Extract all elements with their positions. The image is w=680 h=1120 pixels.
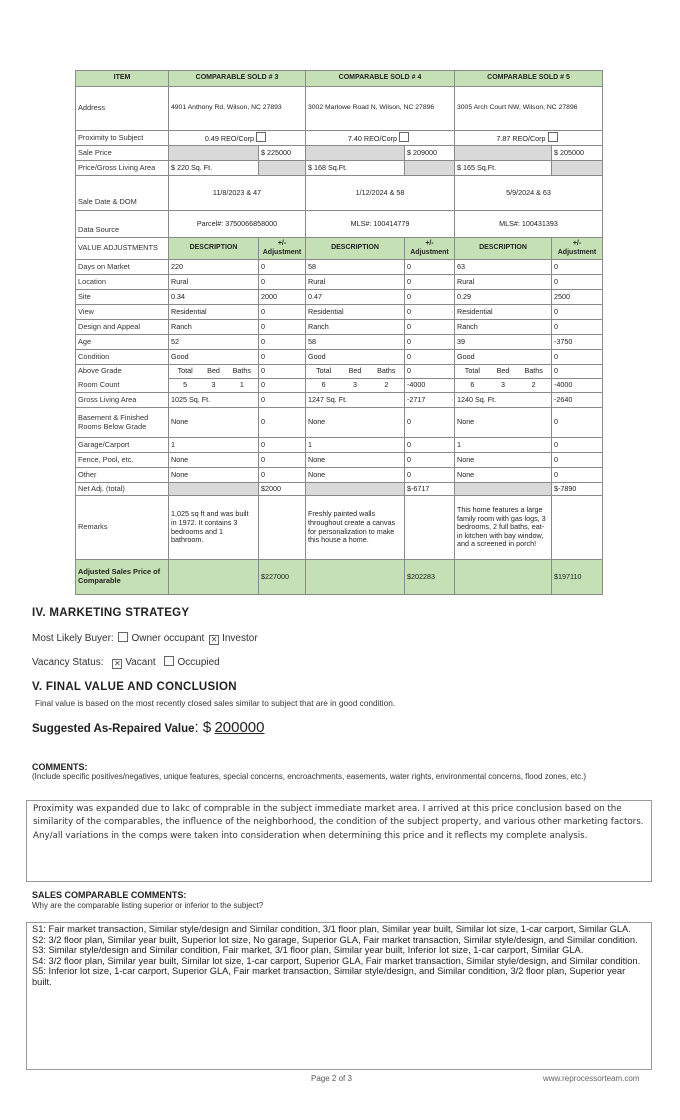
comp3-location-adj: 0	[259, 275, 306, 290]
comp4-age: 58	[306, 335, 405, 350]
comp3-adjusted-blank	[169, 560, 259, 595]
comp4-room-header	[306, 365, 405, 379]
comp3-dom: 220	[169, 260, 259, 275]
comments-text: Proximity was expanded due to lakc of comprable in the subject immediate market area. I arrived at this price conclusion based on the similarity of the comparables, the influence of the neighborhood, the condition of the subject property, and various other marketing factors. Any/all variations in the comps were taken into consideration when determining this price and it reflects my complete analysis.	[33, 804, 644, 841]
garage-label: Garage/Carport	[76, 438, 169, 453]
comp3-net-adj: $2000	[259, 483, 306, 496]
occupied-label: Occupied	[177, 657, 220, 668]
adjusted-price-label: Adjusted Sales Price of Comparable	[76, 560, 169, 595]
comp4-garage-adj: 0	[405, 438, 455, 453]
sale-date-label: Sale Date & DOM	[76, 176, 169, 211]
comp3-remarks: 1,025 sq ft and was built in 1972. It contains 3 bedrooms and 1 bathroom.	[169, 496, 259, 560]
comp3-condition: Good	[169, 350, 259, 365]
comp5-remarks-blank	[552, 496, 603, 560]
comp4-design-adj: 0	[405, 320, 455, 335]
sales-comments-question: Why are the comparable listing superior or inferior to the subject?	[32, 901, 264, 910]
comp5-fence-adj: 0	[552, 453, 603, 468]
comp3-gla: 1025 Sq. Ft.	[169, 393, 259, 408]
comp5-pgla-blank	[552, 161, 603, 176]
sales-comment-line: S4: 3/2 floor plan, Similar year built, Similar lot size, 1-car carport, Superior GLA, Fair market transaction, Similar style/design, and Similar condition.	[32, 955, 641, 966]
comp3-fence: None	[169, 453, 259, 468]
comp4-gla-adj: -2717	[405, 393, 455, 408]
comments-instruction: (Include specific positives/negatives, unique features, special concerns, encroachments, easements, water rights, environmental concerns, flood zones, etc.)	[32, 772, 587, 781]
comp5-site-adj: 2500	[552, 290, 603, 305]
condition-label: Condition	[76, 350, 169, 365]
comp5-sale-blank	[455, 146, 552, 161]
investor-label: Investor	[222, 633, 258, 644]
comp3-location: Rural	[169, 275, 259, 290]
price-gla-label: Price/Gross Living Area	[76, 161, 169, 176]
bed-label: Bed	[348, 366, 362, 376]
address-label: Address	[76, 87, 169, 131]
comp4-room-adj: -4000	[405, 379, 455, 393]
total-label: Total	[464, 366, 480, 376]
marketing-title: IV. MARKETING STRATEGY	[32, 607, 190, 619]
comp4-sale-blank	[306, 146, 405, 161]
comp5-design-adj: 0	[552, 320, 603, 335]
vacancy-row	[32, 656, 220, 669]
page-number: Page 2 of 3	[311, 1074, 352, 1083]
comp4-age-adj: 0	[405, 335, 455, 350]
comp5-description-header: DESCRIPTION	[455, 238, 552, 260]
comp5-adjustment-header: +/- Adjustment	[552, 238, 603, 260]
comp4-other-adj: 0	[405, 468, 455, 483]
comp4-view-adj: 0	[405, 305, 455, 320]
comp4-address: 3002 Marlowe Road N, Wilson, NC 27896	[306, 87, 455, 131]
view-label: View	[76, 305, 169, 320]
comp4-site-adj: 0	[405, 290, 455, 305]
comp5-fence: None	[455, 453, 552, 468]
comp3-above-adj: 0	[259, 365, 306, 379]
comp5-location: Rural	[455, 275, 552, 290]
comp3-data-source: Parcel#: 3750066858000	[169, 211, 306, 238]
sales-comment-line: S3: Similar style/design and Similar condition, Fair market, 3/1 floor plan, Similar year built, Inferior lot size, 1-car carport, Similar GLA.	[32, 945, 584, 956]
room-count-label: Room Count	[76, 379, 169, 393]
comp5-condition: Good	[455, 350, 552, 365]
comp5-proximity-value: 7.87 REO/Corp	[496, 134, 546, 144]
comp4-location: Rural	[306, 275, 405, 290]
sales-comment-line: S1: Fair market transaction, Similar style/design and Similar condition, 3/1 floor plan, Similar year built, Similar lot size, 1-car carport, Similar GLA.	[32, 924, 631, 934]
comp5-gla: 1240 Sq. Ft.	[455, 393, 552, 408]
comp4-design: Ranch	[306, 320, 405, 335]
comp3-age-adj: 0	[259, 335, 306, 350]
bed-label: Bed	[207, 366, 220, 376]
comp5-adjusted-blank	[455, 560, 552, 595]
suggested-label: Suggested As-Repaired Value	[32, 723, 195, 735]
sale-price-label: Sale Price	[76, 146, 169, 161]
comp4-adjusted: $202283	[405, 560, 455, 595]
comp5-proximity	[455, 131, 603, 146]
footer-website: www.reprocessorteam.com	[543, 1074, 640, 1083]
comp3-proximity-value: 0.49 REO/Corp	[204, 134, 255, 144]
comp3-gla-adj: 0	[259, 393, 306, 408]
comp3-basement-adj: 0	[259, 408, 306, 438]
comp3-garage: 1	[169, 438, 259, 453]
comp5-total: 6	[470, 380, 475, 390]
comp5-dom-adj: 0	[552, 260, 603, 275]
comp3-site: 0.34	[169, 290, 259, 305]
comp5-above-adj: 0	[552, 365, 603, 379]
final-title: V. FINAL VALUE AND CONCLUSION	[32, 681, 237, 693]
comp5-dom: 63	[455, 260, 552, 275]
comp3-sale-blank	[169, 146, 259, 161]
reo-checkbox[interactable]	[399, 132, 409, 142]
data-source-label: Data Source	[76, 211, 169, 238]
comp4-description-header: DESCRIPTION	[306, 238, 405, 260]
comp5-bed: 3	[501, 380, 505, 390]
comp5-gla-adj: -2640	[552, 393, 603, 408]
comments-box[interactable]	[26, 800, 652, 882]
suggested-value: Suggested As-Repaired Value: $ 200000	[32, 719, 265, 736]
comp3-rooms	[169, 379, 259, 393]
comp3-basement: None	[169, 408, 259, 438]
dom-label: Days on Market	[76, 260, 169, 275]
comp4-site: 0.47	[306, 290, 405, 305]
vacant-label: Vacant	[125, 657, 156, 668]
comp4-net-adj: $-6717	[405, 483, 455, 496]
comp5-site: 0.29	[455, 290, 552, 305]
comp5-room-header	[455, 365, 552, 379]
suggested-value-amount[interactable]: 200000	[214, 719, 265, 736]
comp5-baths: 2	[531, 380, 536, 390]
comp5-other: None	[455, 468, 552, 483]
comp3-room-adj: 0	[259, 379, 306, 393]
comp5-other-adj: 0	[552, 468, 603, 483]
comp4-dom-adj: 0	[405, 260, 455, 275]
comp3-other: None	[169, 468, 259, 483]
comp5-condition-adj: 0	[552, 350, 603, 365]
baths-label: Baths	[232, 366, 252, 376]
comp5-adjusted: $197110	[552, 560, 603, 595]
bed-label: Bed	[496, 366, 510, 376]
baths-label: Baths	[377, 366, 396, 376]
comp4-fence-adj: 0	[405, 453, 455, 468]
comp5-view-adj: 0	[552, 305, 603, 320]
comp3-dom-adj: 0	[259, 260, 306, 275]
comp4-remarks-blank	[405, 496, 455, 560]
comp3-sale-price: $ 225000	[259, 146, 306, 161]
total-label: Total	[177, 366, 193, 376]
comp3-room-header	[169, 365, 259, 379]
comp3-adjusted: $227000	[259, 560, 306, 595]
comp4-proximity-value: 7.40 REO/Corp	[347, 134, 398, 144]
comp4-remarks: Freshly painted walls throughout create a canvas for personalization to make this house a home.	[306, 496, 405, 560]
comp5-sale-date: 5/9/2024 & 63	[455, 176, 603, 211]
sales-comments-box[interactable]	[26, 922, 652, 1070]
comp5-room-adj: -4000	[552, 379, 603, 393]
comp3-header: COMPARABLE SOLD # 3	[169, 71, 306, 87]
comp4-pgla-blank	[405, 161, 455, 176]
comp3-fence-adj: 0	[259, 453, 306, 468]
proximity-label: Proximity to Subject	[76, 131, 169, 146]
currency-symbol: $	[202, 719, 212, 736]
age-label: Age	[76, 335, 169, 350]
baths-label: Baths	[524, 366, 543, 376]
comp4-baths: 2	[384, 380, 389, 390]
comp4-price-gla: $ 168 Sq.Ft.	[306, 161, 405, 176]
total-label: Total	[316, 366, 332, 376]
comp3-design: Ranch	[169, 320, 259, 335]
above-grade-label: Above Grade	[76, 365, 169, 379]
fence-label: Fence, Pool, etc.	[76, 453, 169, 468]
basement-label: Basement & Finished Rooms Below Grade	[76, 408, 169, 438]
comp4-above-adj: 0	[405, 365, 455, 379]
comp5-address: 3005 Arch Court NW, Wilson, NC 27896	[455, 87, 603, 131]
vacancy-label: Vacancy Status:	[32, 657, 104, 668]
comp5-data-source: MLS#: 100431393	[455, 211, 603, 238]
comp3-adjustment-header: +/- Adjustment	[259, 238, 306, 260]
design-label: Design and Appeal	[76, 320, 169, 335]
comp4-rooms	[306, 379, 405, 393]
comp5-header: COMPARABLE SOLD # 5	[455, 71, 603, 87]
comp4-sale-price: $ 209000	[405, 146, 455, 161]
site-label: Site	[76, 290, 169, 305]
comp4-total: 6	[321, 380, 326, 390]
comp4-garage: 1	[306, 438, 405, 453]
comp3-net-blank	[169, 483, 259, 496]
buyer-label: Most Likely Buyer:	[32, 633, 114, 644]
item-header: ITEM	[76, 71, 169, 87]
comp3-baths: 1	[239, 380, 244, 390]
comp4-data-source: MLS#: 100414779	[306, 211, 455, 238]
comp4-adjustment-header: +/- Adjustment	[405, 238, 455, 260]
net-adj-label: Net Adj. (total)	[76, 483, 169, 496]
other-label: Other	[76, 468, 169, 483]
value-adjustments-label: VALUE ADJUSTMENTS	[76, 238, 169, 260]
comp5-age: 39	[455, 335, 552, 350]
remarks-label: Remarks	[76, 496, 169, 560]
comp5-rooms	[455, 379, 552, 393]
comp4-other: None	[306, 468, 405, 483]
comp5-location-adj: 0	[552, 275, 603, 290]
comp3-other-adj: 0	[259, 468, 306, 483]
comments-title: COMMENTS:	[32, 762, 88, 772]
comp5-price-gla: $ 165 Sq.Ft.	[455, 161, 552, 176]
comp3-address: 4901 Anthony Rd, Wilson, NC 27893	[169, 87, 306, 131]
comp5-garage: 1	[455, 438, 552, 453]
owner-occupant-checkbox[interactable]	[118, 632, 128, 642]
comp5-net-blank	[455, 483, 552, 496]
location-label: Location	[76, 275, 169, 290]
comp5-garage-adj: 0	[552, 438, 603, 453]
comp4-fence: None	[306, 453, 405, 468]
comp3-proximity	[169, 131, 306, 146]
comp5-design: Ranch	[455, 320, 552, 335]
comp3-view: Residential	[169, 305, 259, 320]
reo-checkbox[interactable]	[256, 132, 266, 142]
comp5-basement: None	[455, 408, 552, 438]
comp3-sale-date: 11/8/2023 & 47	[169, 176, 306, 211]
comp5-basement-adj: 0	[552, 408, 603, 438]
comp5-sale-price: $ 205000	[552, 146, 603, 161]
comp4-view: Residential	[306, 305, 405, 320]
comp4-dom: 58	[306, 260, 405, 275]
comp5-net-adj: $-7890	[552, 483, 603, 496]
comp3-condition-adj: 0	[259, 350, 306, 365]
comp4-proximity	[306, 131, 455, 146]
reo-checkbox[interactable]	[548, 132, 558, 142]
final-note: Final value is based on the most recently closed sales similar to subject that are in good condition.	[35, 698, 396, 708]
comp4-adjusted-blank	[306, 560, 405, 595]
comp4-basement: None	[306, 408, 405, 438]
comp3-description-header: DESCRIPTION	[169, 238, 259, 260]
sales-comments-title: SALES COMPARABLE COMMENTS:	[32, 890, 187, 900]
gla-label: Gross Living Area	[76, 393, 169, 408]
comp3-garage-adj: 0	[259, 438, 306, 453]
comp4-location-adj: 0	[405, 275, 455, 290]
comp5-age-adj: -3750	[552, 335, 603, 350]
comp4-bed: 3	[352, 380, 357, 390]
comp5-view: Residential	[455, 305, 552, 320]
comp3-price-gla: $ 220 Sq. Ft.	[169, 161, 259, 176]
comp3-site-adj: 2000	[259, 290, 306, 305]
owner-occupant-label: Owner occupant	[131, 633, 205, 644]
buyer-row	[32, 632, 258, 645]
comparables-table	[75, 70, 603, 595]
comp4-condition-adj: 0	[405, 350, 455, 365]
occupied-checkbox[interactable]	[164, 656, 174, 666]
comp5-remarks: This home features a large family room with gas logs, 3 bedrooms, 2 full baths, eat-in kitchen with bay window, and a screened in porch!	[455, 496, 552, 560]
comp4-basement-adj: 0	[405, 408, 455, 438]
investor-checkbox[interactable]: ✕	[210, 635, 218, 644]
comp4-net-blank	[306, 483, 405, 496]
sales-comment-line: S2: 3/2 floor plan, Similar year built, Superior lot size, No garage, Superior GLA, Fair market transaction, Similar style/design, and Similar condition.	[32, 934, 638, 945]
sales-comments-list	[27, 923, 651, 989]
comp3-view-adj: 0	[259, 305, 306, 320]
comp3-age: 52	[169, 335, 259, 350]
comp3-total: 5	[183, 380, 188, 390]
comp4-sale-date: 1/12/2024 & 58	[306, 176, 455, 211]
comp4-header: COMPARABLE SOLD # 4	[306, 71, 455, 87]
vacant-checkbox[interactable]: ✕	[113, 659, 121, 668]
comp3-remarks-blank	[259, 496, 306, 560]
sales-comment-line: S5: Inferior lot size, 1-car carport, Superior GLA, Fair market transaction, Similar style/design, and Similar condition, 3/2 floor plan, Superior year built.	[32, 966, 626, 987]
comp3-pgla-blank	[259, 161, 306, 176]
comp3-bed: 3	[211, 380, 216, 390]
comp3-design-adj: 0	[259, 320, 306, 335]
comp4-condition: Good	[306, 350, 405, 365]
comp4-gla: 1247 Sq. Ft.	[306, 393, 405, 408]
